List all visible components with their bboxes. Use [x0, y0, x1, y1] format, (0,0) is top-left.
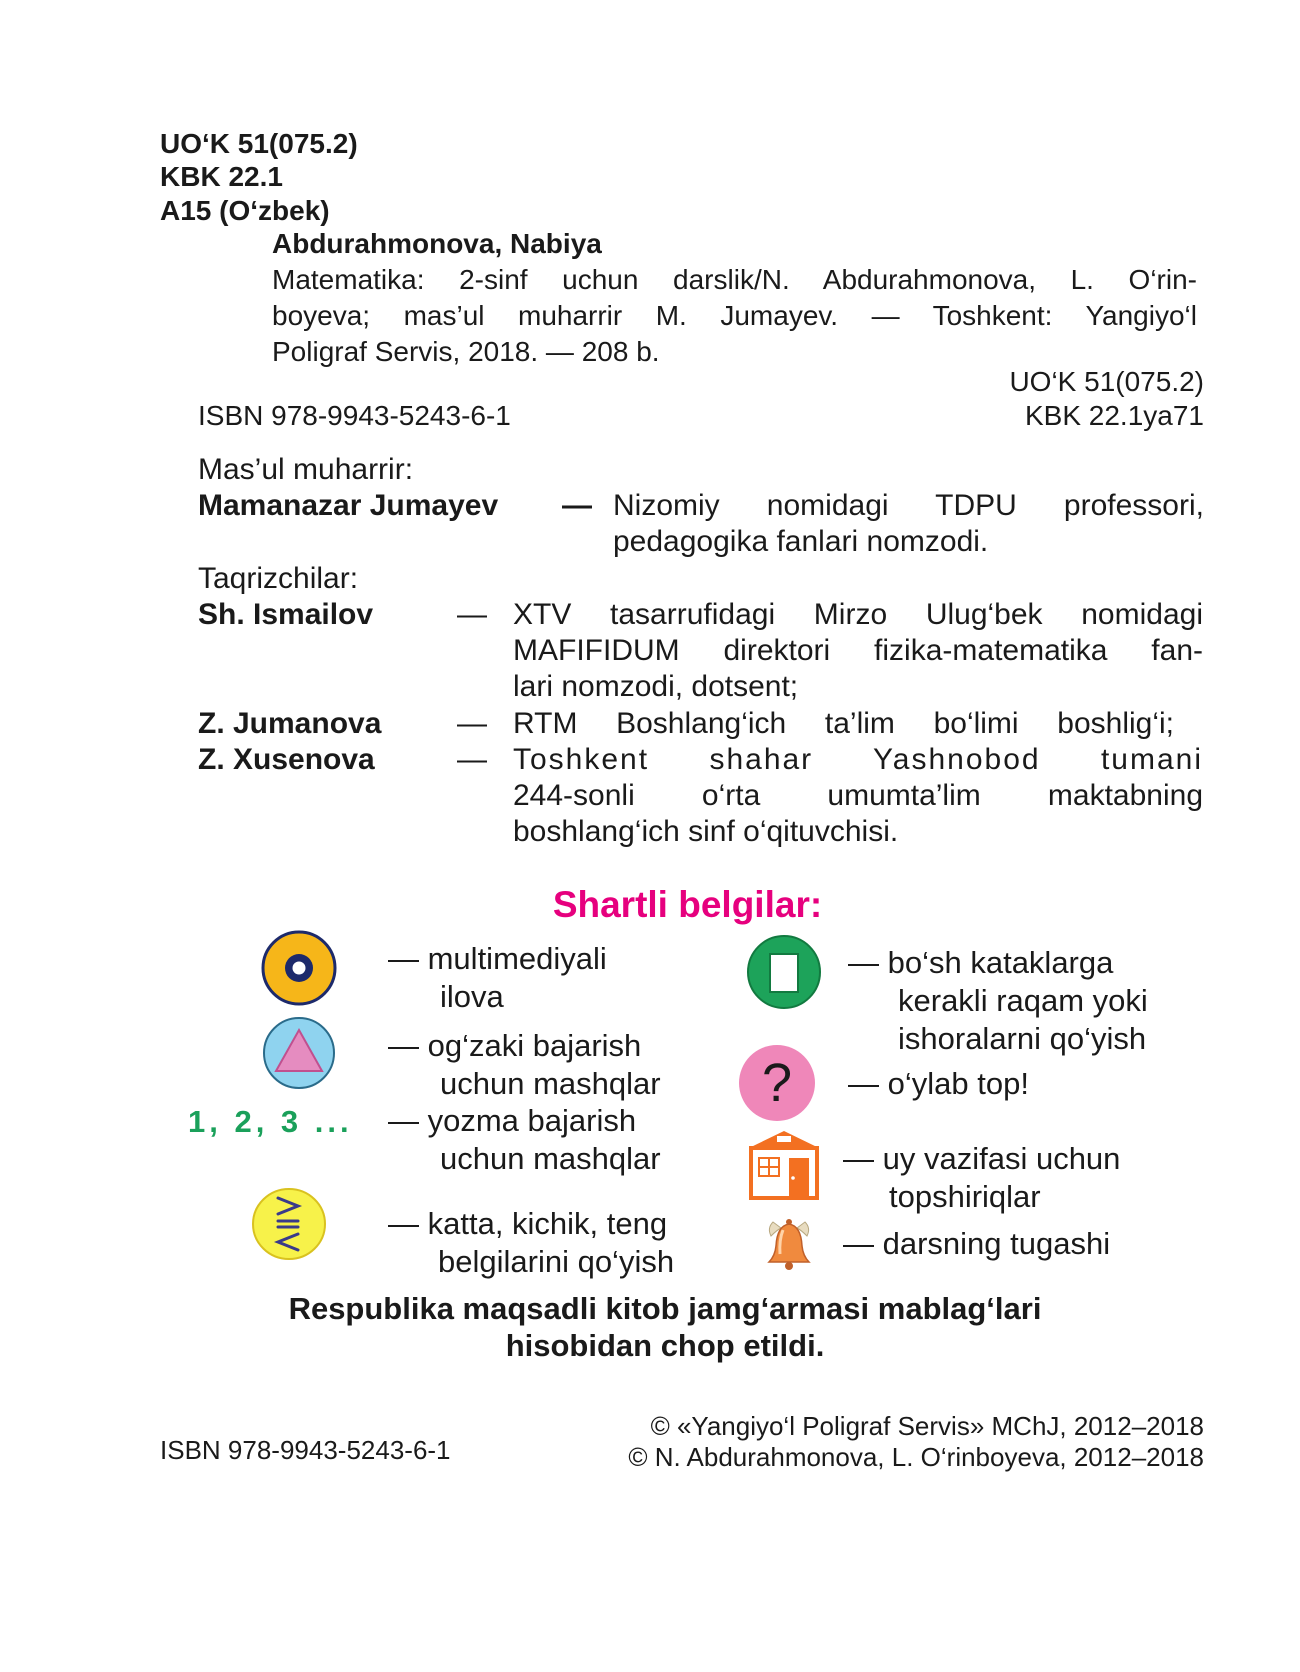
- legend-item-line: kerakli raqam yoki: [898, 983, 1148, 1018]
- reviewer-role-line: Toshkent shahar Yashnobod tumani: [513, 743, 1203, 776]
- reviewers-heading: Taqrizchilar:: [198, 562, 359, 595]
- legend-item-line: — bo‘sh kataklarga: [848, 945, 1114, 980]
- copyright-line: © «Yangiyo‘l Poligraf Servis» MChJ, 2012–2018: [650, 1411, 1204, 1441]
- reviewer-role-line: MAFIFIDUM direktori fizika-matematika fan-: [513, 634, 1203, 667]
- compare-signs-icon: [251, 1186, 327, 1262]
- legend-item: [388, 940, 607, 1016]
- multimedia-disc-icon: [261, 930, 337, 1006]
- description-line: Poligraf Servis, 2018. — 208 b.: [272, 336, 660, 367]
- question-mark-icon: [739, 1045, 815, 1121]
- uok-code: UO‘K 51(075.2): [160, 128, 358, 159]
- legend-item: [843, 1140, 1120, 1216]
- description-line: boyeva; mas’ul muharrir M. Jumayev. — Toshkent: Yangiyo‘l: [272, 300, 1197, 331]
- legend-item-line: — darsning tugashi: [843, 1226, 1111, 1261]
- legend-item-line: belgilarini qo‘yish: [438, 1244, 675, 1279]
- written-exercise-marker: 1, 2, 3 ...: [188, 1104, 353, 1139]
- catalog-code: A15 (O‘zbek): [160, 195, 330, 226]
- reviewer-role: [513, 742, 1203, 850]
- reviewer-role-line: 244-sonli o‘rta umumta’lim maktabning: [513, 779, 1203, 812]
- funding-line: hisobidan chop etildi.: [505, 1328, 825, 1363]
- reviewer-name: Z. Xusenova: [198, 743, 375, 776]
- reviewer-role-line: RTM Boshlang‘ich ta’lim bo‘limi boshlig‘i;: [513, 707, 1174, 740]
- legend-item: [848, 1065, 1029, 1103]
- bell-icon: [759, 1214, 819, 1274]
- uok-index: UO‘K 51(075.2): [1009, 366, 1204, 397]
- editor-name: Mamanazar Jumayev: [198, 489, 499, 522]
- reviewer-role-line: XTV tasarrufidagi Mirzo Ulug‘bek nomidagi: [513, 598, 1203, 631]
- legend-item: [388, 1027, 661, 1103]
- reviewer-dash: —: [457, 743, 487, 776]
- funding-line: Respublika maqsadli kitob jamg‘armasi mablag‘lari: [288, 1291, 1042, 1326]
- legend-item: [843, 1225, 1110, 1263]
- legend-item-line: — katta, kichik, teng: [388, 1206, 668, 1241]
- reviewer-name: Z. Jumanova: [198, 707, 382, 740]
- legend-item: [848, 944, 1148, 1058]
- legend-item: [388, 1102, 661, 1178]
- reviewer-role-line: lari nomzodi, dotsent;: [513, 670, 799, 703]
- isbn-bottom: ISBN 978-9943-5243-6-1: [160, 1435, 451, 1465]
- reviewer-dash: —: [457, 707, 487, 740]
- legend-item-line: — multimediyali: [388, 941, 607, 976]
- legend-item-line: ishoralarni qo‘yish: [898, 1021, 1147, 1056]
- reviewer-role-line: boshlang‘ich sinf o‘qituvchisi.: [513, 815, 899, 848]
- kbk-code: KBK 22.1: [160, 161, 283, 192]
- reviewer-name: Sh. Ismailov: [198, 598, 374, 631]
- house-icon: [745, 1128, 823, 1202]
- copyright-block: [628, 1411, 1204, 1473]
- legend-item-line: — uy vazifasi uchun: [843, 1141, 1121, 1176]
- legend-item-line: uchun mashqlar: [440, 1141, 661, 1176]
- legend-item-line: — o‘ylab top!: [848, 1066, 1029, 1101]
- reviewer-dash: —: [457, 598, 487, 631]
- funding-note: [0, 1290, 1300, 1364]
- legend-item-line: uchun mashqlar: [440, 1066, 661, 1101]
- legend-item-line: topshiriqlar: [889, 1179, 1041, 1214]
- legend-item-line: — og‘zaki bajarish: [388, 1028, 642, 1063]
- copyright-line: © N. Abdurahmonova, L. O‘rinboyeva, 2012–2018: [628, 1442, 1204, 1472]
- editor-heading: Mas’ul muharrir:: [198, 453, 414, 486]
- question-mark-symbol: ?: [761, 1053, 793, 1113]
- legend-item-line: — yozma bajarish: [388, 1103, 637, 1138]
- editor-role-line: Nizomiy nomidagi TDPU professori,: [613, 489, 1204, 522]
- pink-triangle-icon: [262, 1016, 336, 1090]
- legend-item: [388, 1205, 674, 1281]
- description-line: Matematika: 2-sinf uchun darslik/N. Abdurahmonova, L. O‘rin-: [272, 264, 1197, 295]
- kbk-index: KBK 22.1ya71: [1024, 400, 1204, 431]
- editor-role: [613, 488, 1204, 560]
- green-box-icon: [746, 934, 822, 1010]
- author-name: Abdurahmonova, Nabiya: [272, 228, 602, 259]
- editor-role-line: pedagogika fanlari nomzodi.: [613, 525, 989, 558]
- description: [272, 262, 1197, 370]
- editor-dash: —: [562, 489, 592, 522]
- legend-item-line: ilova: [440, 979, 504, 1014]
- legend-heading: Shartli belgilar:: [552, 884, 823, 925]
- isbn-top: ISBN 978-9943-5243-6-1: [198, 400, 511, 431]
- reviewer-role: [513, 597, 1203, 705]
